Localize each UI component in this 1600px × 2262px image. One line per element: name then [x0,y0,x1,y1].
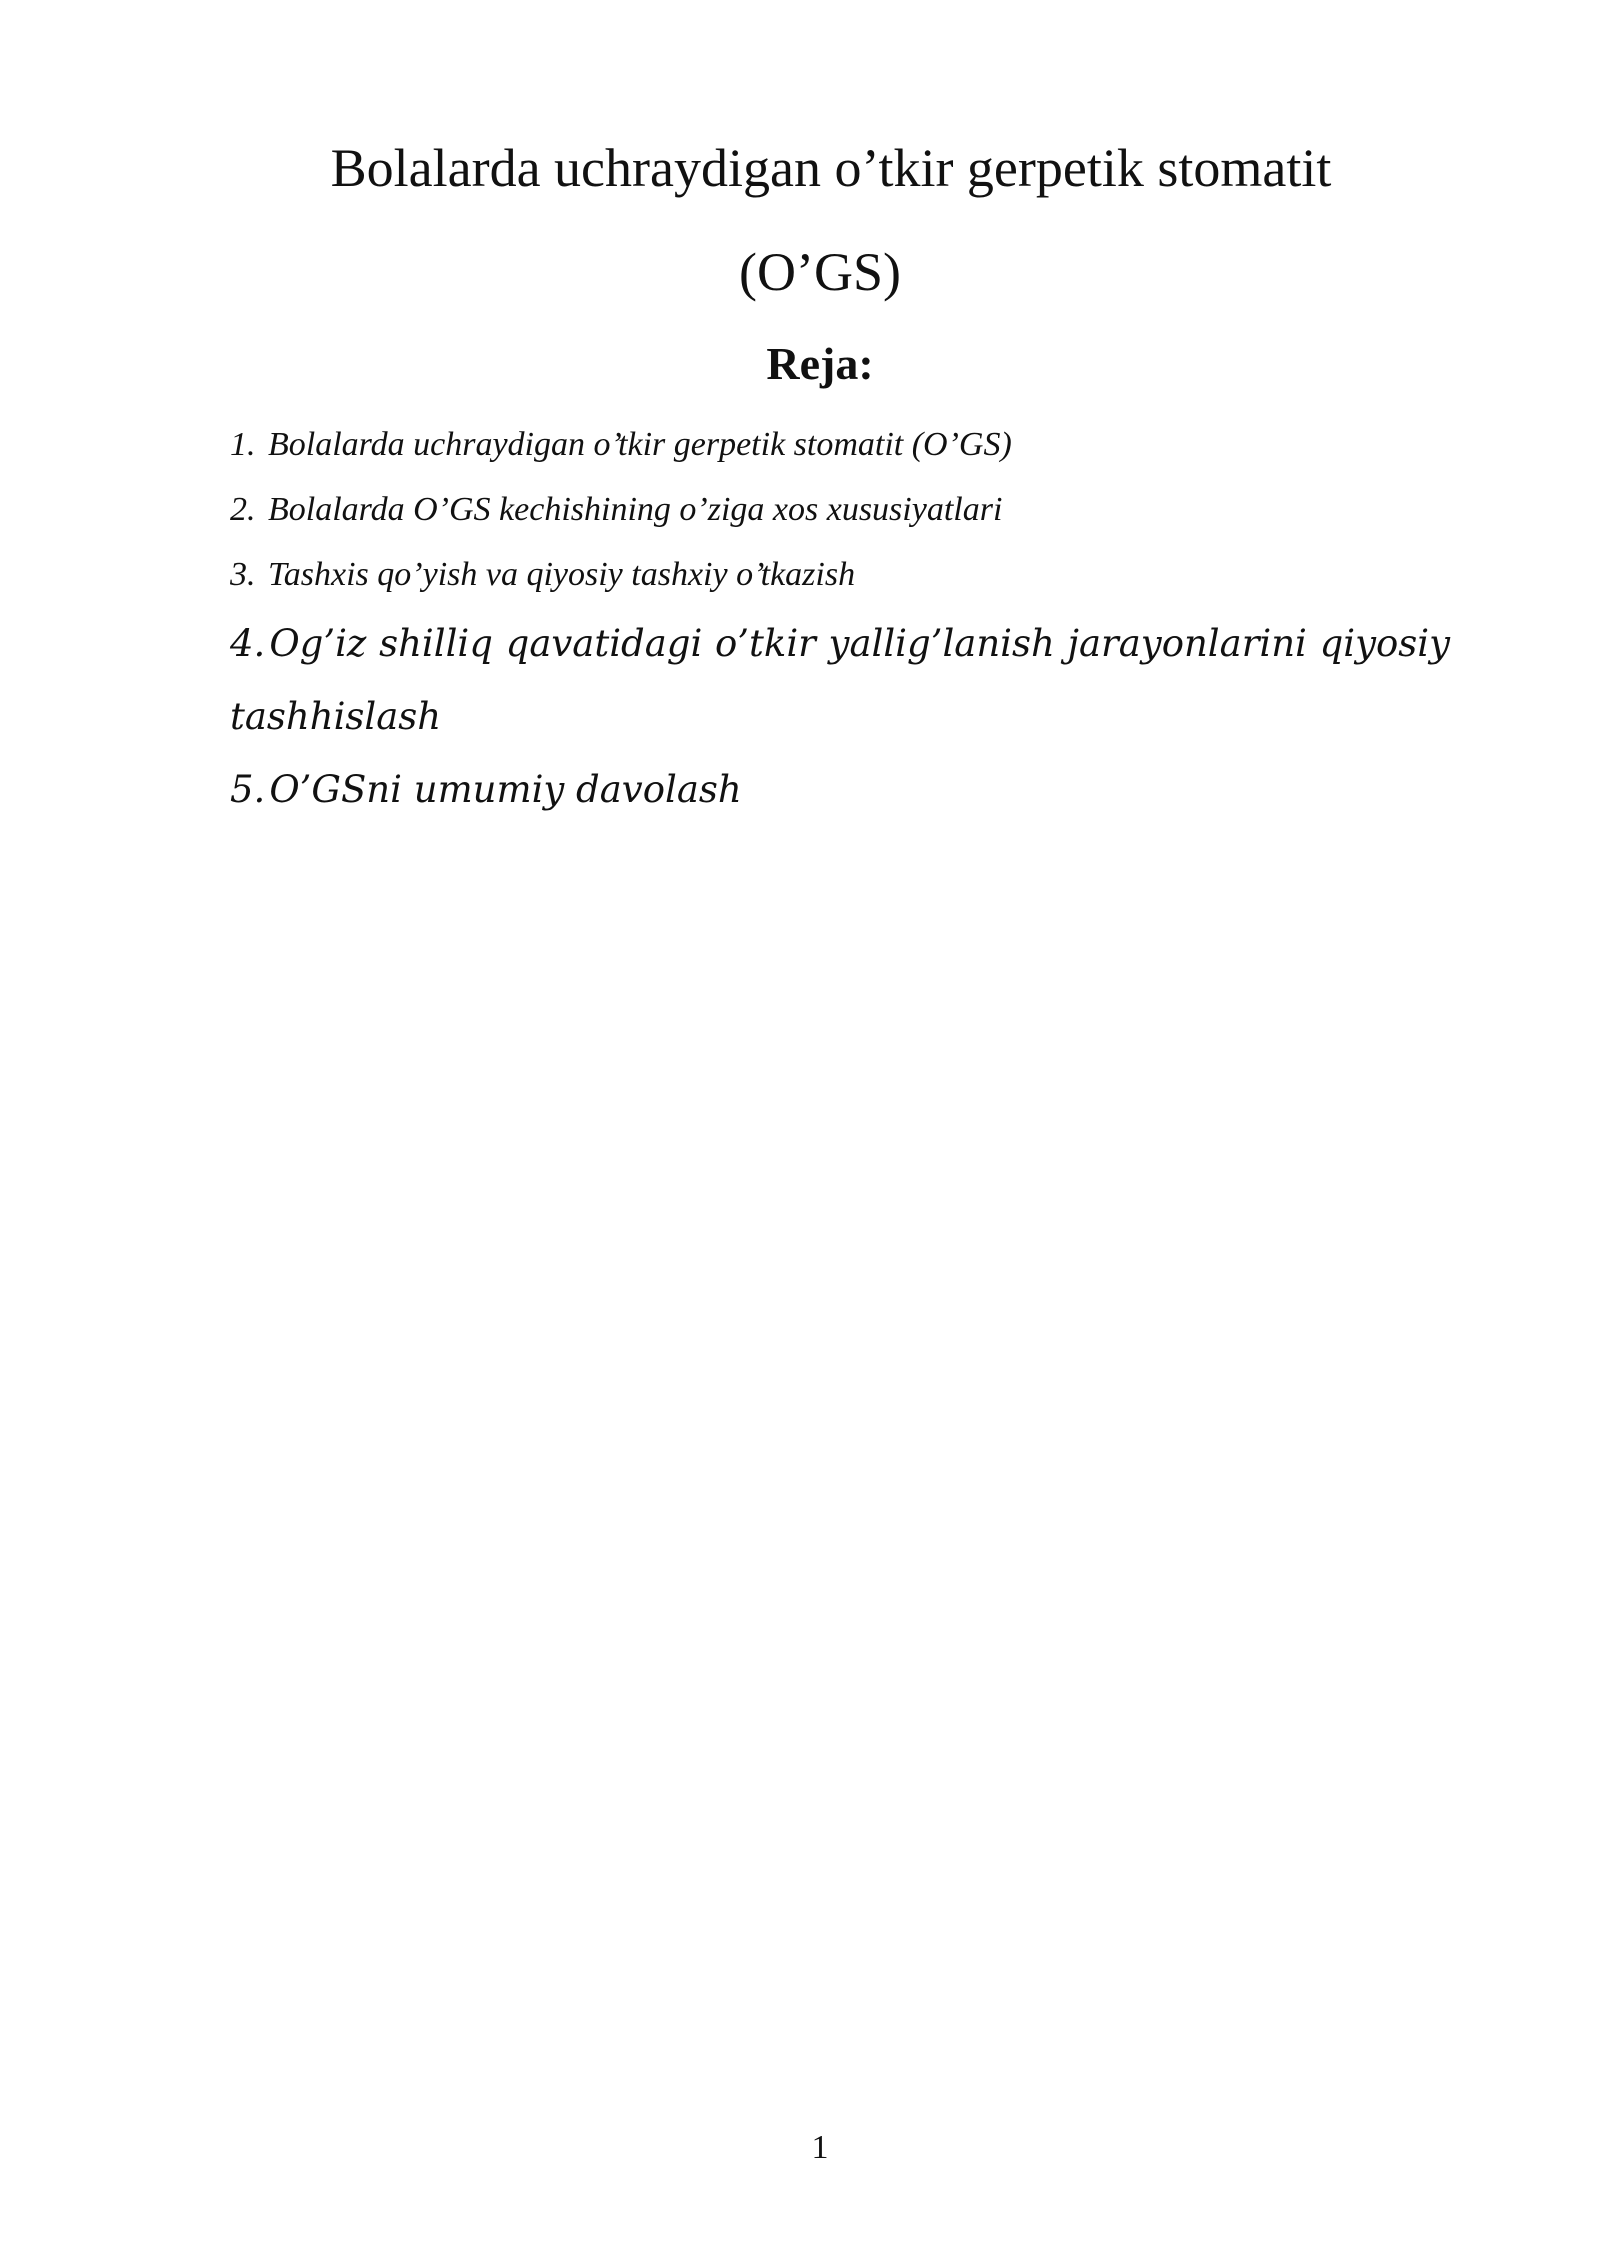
plan-item-2 [230,477,1450,542]
plan-item-text: Og’iz shilliq qavatidagi o’tkir yallig’lanish jarayonlarini qiyosiy tashhislash [230,622,1450,738]
page-number: 1 [811,2129,829,2166]
plan-item-number: 1. [230,426,256,463]
plan-item-3 [230,542,1450,607]
plan-item-number: 4. [230,622,266,665]
plan-item-text: Bolalarda uchraydigan o’tkir gerpetik stomatit (O’GS) [268,426,1012,463]
plan-item-4 [230,607,1450,753]
plan-item-text: Bolalarda O’GS kechishining o’ziga xos xususiyatlari [268,491,1003,528]
plan-item-5 [230,753,1450,826]
plan-item-1 [230,412,1450,477]
plan-list [230,412,1450,826]
document-title-line-1: Bolalarda uchraydigan o’tkir gerpetik stomatit [330,138,1332,198]
plan-item-text: O’GSni umumiy davolash [269,768,742,811]
plan-item-text: Tashxis qo’yish va qiyosiy tashxiy o’tkazish [268,556,856,593]
plan-item-number: 5. [230,768,266,811]
plan-item-number: 2. [230,491,256,528]
plan-heading: Reja: [766,338,874,389]
document-title-line-2: (O’GS) [739,242,901,302]
plan-item-number: 3. [230,556,256,593]
